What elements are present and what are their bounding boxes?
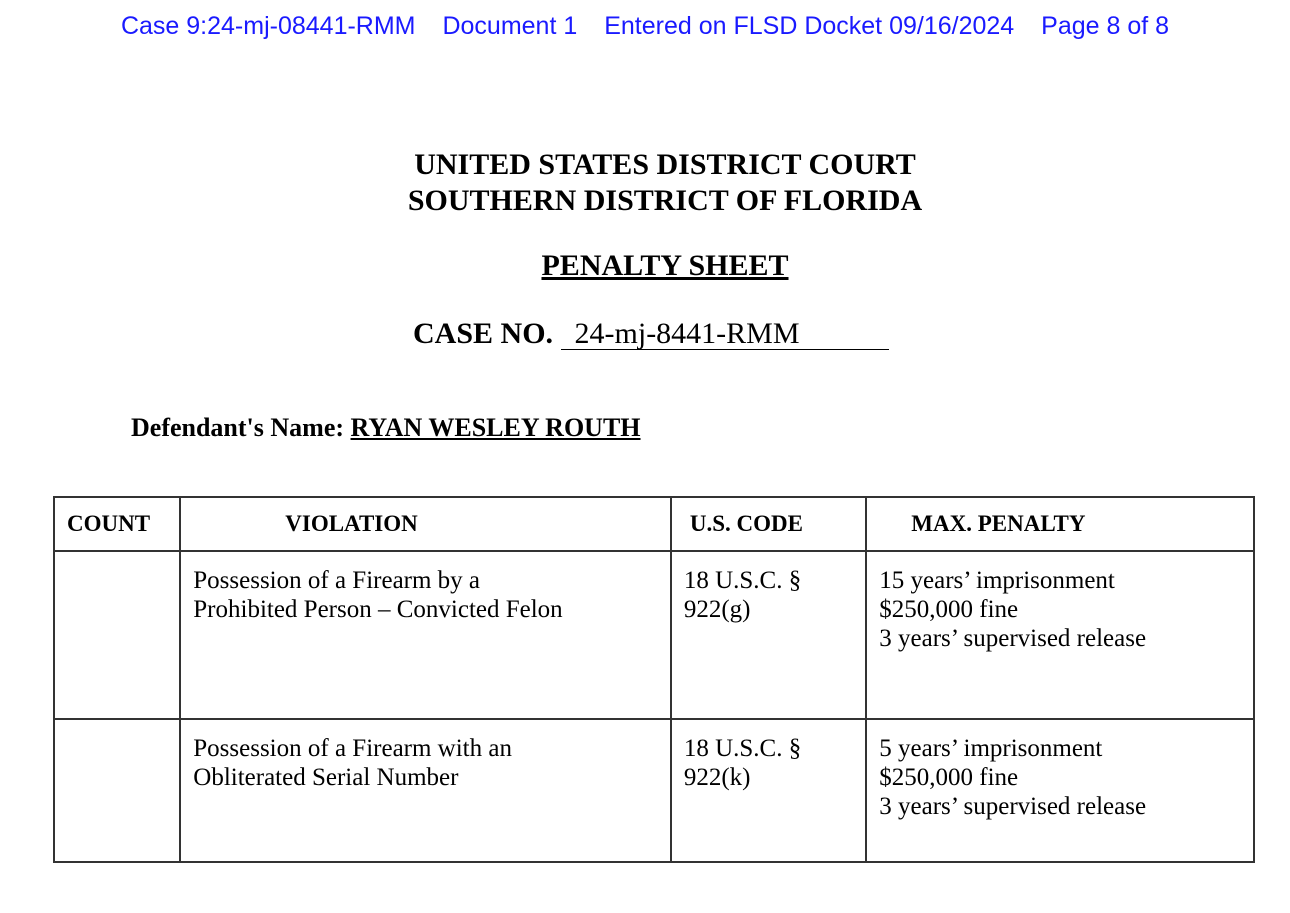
header-code: U.S. CODE xyxy=(671,497,866,551)
violation-cell xyxy=(180,551,671,719)
court-district: SOUTHERN DISTRICT OF FLORIDA xyxy=(407,184,923,217)
penalty-line: 3 years’ supervised release xyxy=(879,625,1147,652)
header-penalty: MAX. PENALTY xyxy=(866,497,1254,551)
page-title: PENALTY SHEET xyxy=(541,249,789,282)
case-number-label: CASE NO. xyxy=(413,317,554,350)
docket-entry-date: Entered on FLSD Docket 09/16/2024 xyxy=(604,12,1015,40)
header-violation: VIOLATION xyxy=(180,497,671,551)
count-cell xyxy=(54,551,180,719)
count-cell xyxy=(54,719,180,862)
court-name: UNITED STATES DISTRICT COURT xyxy=(414,148,916,181)
case-number-value: 24-mj-8441-RMM xyxy=(561,319,889,350)
penalty-line: 15 years’ imprisonment xyxy=(879,567,1115,594)
penalty-line: $250,000 fine xyxy=(879,764,1019,791)
court-title xyxy=(0,147,1290,219)
header-count: COUNT xyxy=(54,497,180,551)
defendant-label: Defendant's Name: xyxy=(131,413,345,442)
table-header-row xyxy=(54,497,1254,551)
docket-page-number: Page 8 of 8 xyxy=(1041,12,1170,40)
docket-header xyxy=(0,12,1290,41)
penalty-cell xyxy=(866,719,1254,862)
violation-line: Possession of a Firearm with an xyxy=(193,735,512,762)
case-number xyxy=(413,317,889,351)
violation-line: Obliterated Serial Number xyxy=(193,764,459,791)
violation-cell xyxy=(180,719,671,862)
code-cell: 18 U.S.C. § 922(g) xyxy=(671,551,866,719)
defendant xyxy=(131,413,641,443)
code-cell: 18 U.S.C. § 922(k) xyxy=(671,719,866,862)
penalty-line: 5 years’ imprisonment xyxy=(879,735,1103,762)
docket-document-number: Document 1 xyxy=(442,12,578,40)
table-row xyxy=(54,551,1254,719)
violation-line: Prohibited Person – Convicted Felon xyxy=(193,596,563,623)
penalty-line: $250,000 fine xyxy=(879,596,1019,623)
penalty-cell xyxy=(866,551,1254,719)
penalty-line: 3 years’ supervised release xyxy=(879,793,1147,820)
defendant-name: RYAN WESLEY ROUTH xyxy=(350,413,641,442)
violation-line: Possession of a Firearm by a xyxy=(193,567,481,594)
penalty-table xyxy=(53,496,1255,863)
table-row xyxy=(54,719,1254,862)
docket-case-number: Case 9:24-mj-08441-RMM xyxy=(120,12,416,40)
